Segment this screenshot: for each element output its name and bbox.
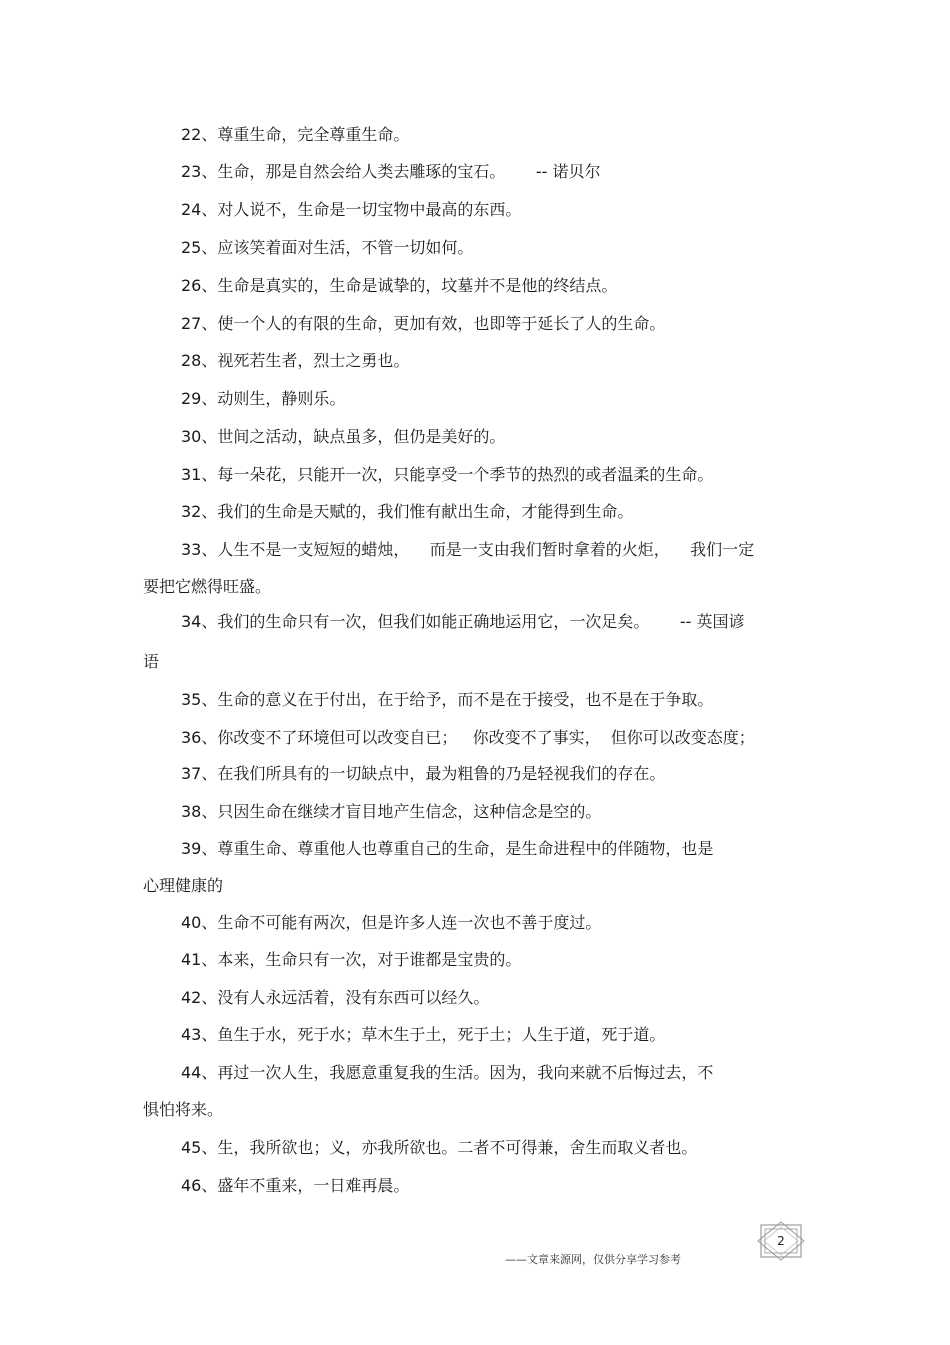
quote-number: 28、 xyxy=(181,351,218,370)
quote-number: 24、 xyxy=(181,200,218,219)
quote-line xyxy=(181,1026,846,1044)
quote-line xyxy=(181,729,846,747)
quote-line xyxy=(181,1139,846,1157)
quote-text: 我们的生命只有一次，但我们如能正确地运用它，一次足矣。 -- 英国谚 xyxy=(217,612,745,631)
quote-text: 在我们所具有的一切缺点中，最为粗鲁的乃是轻视我们的存在。 xyxy=(217,764,666,783)
quote-text: 你改变不了环境但可以改变自已； 你改变不了事实， 但你可以改变态度； xyxy=(217,728,755,747)
quote-line xyxy=(181,951,846,969)
quote-line xyxy=(181,390,846,408)
quote-line xyxy=(181,541,846,559)
quote-text: 只因生命在继续才盲目地产生信念，这种信念是空的。 xyxy=(217,802,602,821)
quote-text: 没有人永远活着，没有东西可以经久。 xyxy=(217,988,490,1007)
quote-text: 生命，那是自然会给人类去雕琢的宝石。 -- 诺贝尔 xyxy=(217,162,601,181)
quote-line xyxy=(181,466,846,484)
quote-text: 每一朵花，只能开一次，只能享受一个季节的热烈的或者温柔的生命。 xyxy=(217,465,714,484)
quote-text: 应该笑着面对生活，不管一切如何。 xyxy=(217,238,474,257)
quote-number: 30、 xyxy=(181,427,218,446)
quote-line xyxy=(181,126,846,144)
quote-number: 44、 xyxy=(181,1063,218,1082)
quote-line xyxy=(181,1177,846,1195)
quote-text: 视死若生者，烈士之勇也。 xyxy=(217,351,410,370)
quote-line xyxy=(181,201,846,219)
quote-number: 37、 xyxy=(181,764,218,783)
quote-line xyxy=(181,691,846,709)
quote-continuation: 语 xyxy=(143,652,160,671)
quote-text: 生，我所欲也；义，亦我所欲也。二者不可得兼，舍生而取义者也。 xyxy=(217,1138,698,1157)
quote-line xyxy=(181,277,846,295)
quote-number: 29、 xyxy=(181,389,218,408)
quote-text: 尊重生命、尊重他人也尊重自己的生命，是生命进程中的伴随物，也是 xyxy=(217,839,714,858)
page-number: 2 xyxy=(777,1234,785,1248)
quote-number: 39、 xyxy=(181,839,218,858)
quote-number: 23、 xyxy=(181,162,218,181)
quote-line xyxy=(181,914,846,932)
quote-line xyxy=(181,840,846,858)
quote-line xyxy=(181,613,846,631)
quote-line xyxy=(181,765,846,783)
quote-text: 盛年不重来，一日难再晨。 xyxy=(217,1176,410,1195)
quote-line xyxy=(181,989,846,1007)
quote-number: 45、 xyxy=(181,1138,218,1157)
quote-number: 42、 xyxy=(181,988,218,1007)
quote-text: 动则生，静则乐。 xyxy=(217,389,346,408)
footer-source-note: ——文章来源网，仅供分享学习参考 xyxy=(505,1253,681,1266)
quote-text: 再过一次人生，我愿意重复我的生活。因为，我向来就不后悔过去，不 xyxy=(217,1063,714,1082)
quote-line xyxy=(181,428,846,446)
quote-line xyxy=(181,315,846,333)
quote-text: 对人说不，生命是一切宝物中最高的东西。 xyxy=(217,200,522,219)
quote-text: 我们的生命是天赋的，我们惟有献出生命，才能得到生命。 xyxy=(217,502,634,521)
quote-text: 人生不是一支短短的蜡烛， 而是一支由我们暂时拿着的火炬， 我们一定 xyxy=(217,540,755,559)
quote-text: 使一个人的有限的生命，更加有效，也即等于延长了人的生命。 xyxy=(217,314,666,333)
quote-line xyxy=(181,352,846,370)
quote-number: 22、 xyxy=(181,125,218,144)
quote-number: 40、 xyxy=(181,913,218,932)
quote-text: 生命是真实的，生命是诚挚的，坟墓并不是他的终结点。 xyxy=(217,276,618,295)
quote-line xyxy=(181,239,846,257)
quote-number: 35、 xyxy=(181,690,218,709)
quote-line xyxy=(181,503,846,521)
quote-number: 36、 xyxy=(181,728,218,747)
quote-number: 26、 xyxy=(181,276,218,295)
quote-text: 生命的意义在于付出，在于给予，而不是在于接受，也不是在于争取。 xyxy=(217,690,714,709)
quote-text: 尊重生命，完全尊重生命。 xyxy=(217,125,410,144)
quote-number: 46、 xyxy=(181,1176,218,1195)
quote-number: 27、 xyxy=(181,314,218,333)
quote-text: 生命不可能有两次，但是许多人连一次也不善于度过。 xyxy=(217,913,602,932)
quote-number: 43、 xyxy=(181,1025,218,1044)
quote-line xyxy=(181,163,846,181)
quote-continuation: 要把它燃得旺盛。 xyxy=(143,577,272,596)
quote-number: 32、 xyxy=(181,502,218,521)
quote-text: 本来，生命只有一次，对于谁都是宝贵的。 xyxy=(217,950,522,969)
quote-number: 25、 xyxy=(181,238,218,257)
quote-number: 38、 xyxy=(181,802,218,821)
quote-text: 鱼生于水，死于水；草木生于土，死于土；人生于道，死于道。 xyxy=(217,1025,666,1044)
quote-number: 34、 xyxy=(181,612,218,631)
quote-number: 31、 xyxy=(181,465,218,484)
quote-number: 41、 xyxy=(181,950,218,969)
quote-number: 33、 xyxy=(181,540,218,559)
quote-continuation: 惧怕将来。 xyxy=(143,1100,224,1119)
quote-continuation: 心理健康的 xyxy=(143,876,224,895)
quote-line xyxy=(181,803,846,821)
quote-line xyxy=(181,1064,846,1082)
quote-text: 世间之活动，缺点虽多，但仍是美好的。 xyxy=(217,427,506,446)
